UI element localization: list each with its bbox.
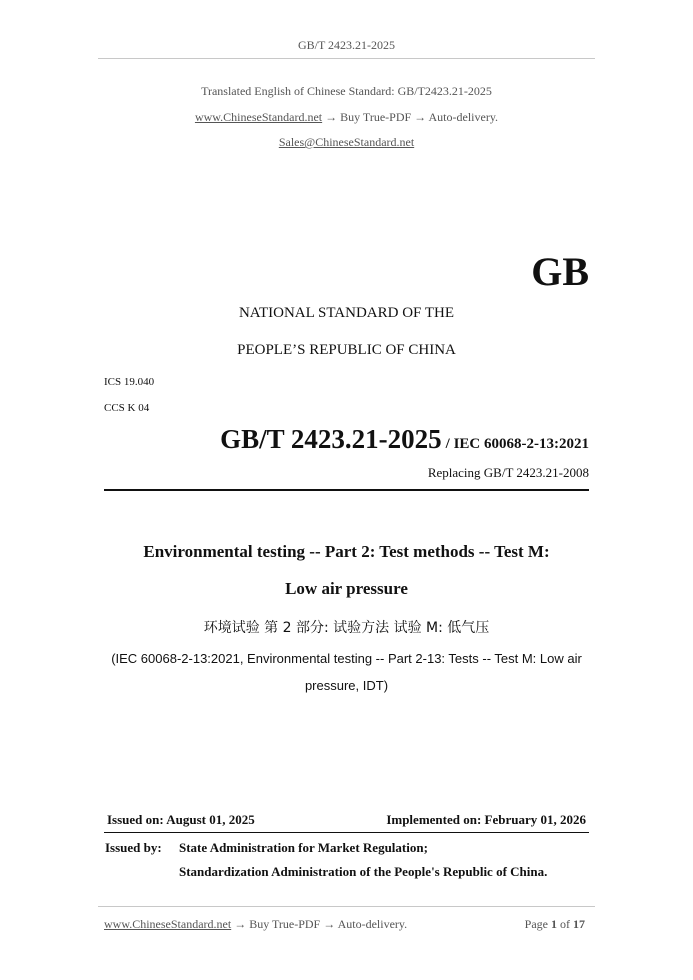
replacing-note: Replacing GB/T 2423.21-2008 [427,465,589,480]
title-english-line2: Low air pressure [285,579,408,598]
footer-buy-text: Buy True-PDF [249,917,321,931]
promo-links [0,110,693,125]
running-header: GB/T 2423.21-2025 [297,38,396,52]
iec-reference-line2: pressure, IDT) [304,678,389,693]
page-word: Page [524,917,548,931]
gb-mark: GB [531,249,589,294]
dates-rule [104,832,589,833]
footer-links [104,917,407,932]
sales-email-link[interactable]: Sales@ChineseStandard.net [278,135,415,149]
title-english-line1: Environmental testing -- Part 2: Test methods -- Test M: [143,542,550,561]
header-rule [98,58,595,59]
standard-number: GB/T 2423.21-2025 [220,424,442,454]
issued-on: Issued on: August 01, 2025 [107,812,255,827]
title-chinese: 环境试验 第 2 部分: 试验方法 试验 M: 低气压 [203,620,490,636]
arrow-icon: → [234,917,247,931]
promo-line: Translated English of Chinese Standard: GB/T2423.21-2025 [201,84,492,98]
arrow-icon: → [325,110,338,124]
footer-site-link[interactable]: www.ChineseStandard.net [104,917,232,931]
implemented-on: Implemented on: February 01, 2026 [386,812,586,827]
issuer-1: State Administration for Market Regulation; [179,840,428,855]
site-link[interactable]: www.ChineseStandard.net [194,110,323,124]
iec-reference-line1: (IEC 60068-2-13:2021, Environmental testing -- Part 2-13: Tests -- Test M: Low air [111,651,582,666]
buy-text: Buy True-PDF [340,110,412,124]
footer-auto-text: Auto-delivery. [337,917,408,931]
page-indicator [525,917,585,932]
page-number: 1 [551,917,557,931]
standard-number-line [220,424,589,455]
arrow-icon: → [323,917,336,931]
auto-delivery-text: Auto-delivery. [428,110,499,124]
national-standard-line2: PEOPLE’S REPUBLIC OF CHINA [237,342,456,358]
issuer-2: Standardization Administration of the People's Republic of China. [179,864,548,879]
ics-code: ICS 19.040 [104,376,155,388]
ccs-code: CCS K 04 [104,402,150,414]
of-word: of [560,917,570,931]
title-rule [104,489,589,491]
national-standard-line1: NATIONAL STANDARD OF THE [238,305,455,321]
arrow-icon: → [414,110,427,124]
footer-rule [98,906,595,907]
issued-by-label: Issued by: [105,840,162,855]
email-row [0,135,693,150]
iec-equivalent: / IEC 60068-2-13:2021 [445,436,589,452]
page-total: 17 [573,917,585,931]
